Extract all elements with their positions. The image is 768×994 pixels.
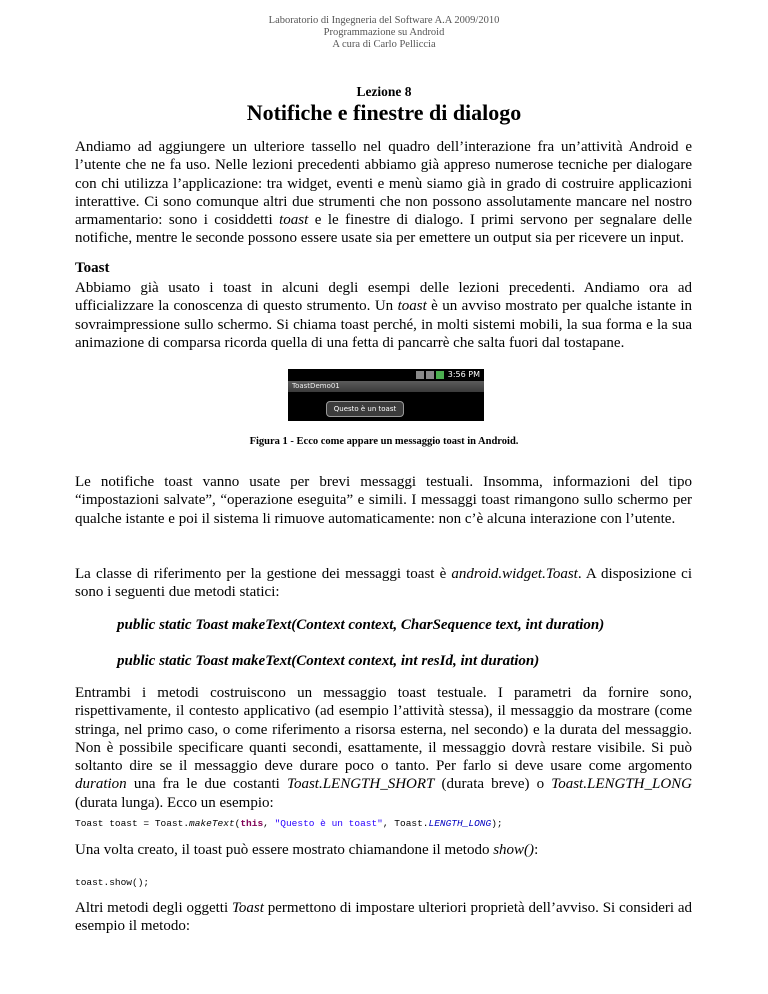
status-icons xyxy=(416,371,444,379)
toast-message: Questo è un toast xyxy=(326,401,404,417)
android-status-bar xyxy=(288,369,484,381)
method-signature-2: public static Toast makeText(Context context, int resId, int duration) xyxy=(117,653,540,669)
method-signature-1: public static Toast makeText(Context context, CharSequence text, int duration) xyxy=(117,617,605,633)
notification-icon xyxy=(416,371,424,379)
other-methods-paragraph: Altri metodi degli oggetti Toast permettono di impostare ulteriori proprietà dell’avviso. Si consideri ad esempio il metodo: xyxy=(75,900,692,935)
header-course: Laboratorio di Ingegneria del Software A.A 2009/2010 xyxy=(268,15,500,26)
toast-usage-paragraph: Le notifiche toast vanno usate per brevi messaggi testuali. Insomma, informazioni del tipo “impostazioni salvate”, “operazione eseguita” e simili. I messaggi toast rimangono sullo schermo per qualche istante e poi il sistema li rimuove automaticamente: non c’è alcuna interazione con l’utente. xyxy=(75,474,692,527)
signal-icon xyxy=(426,371,434,379)
page-header xyxy=(0,15,768,51)
page-title: Notifiche e finestre di dialogo xyxy=(246,100,522,125)
code-example-maketext: Toast toast = Toast.makeText(this, "Questo è un toast", Toast.LENGTH_LONG); xyxy=(75,818,503,829)
maketext-explanation-paragraph: Entrambi i metodi costruiscono un messaggio toast testuale. I parametri da fornire sono, rispettivamente, il contesto applicativo (ad esempio l’attività stessa), il messaggio da mostrare (come stringa, nel primo caso, o come riferimento a risorsa esterna, nel secondo) e la durata del messaggio. Non è possibile specificare quanti secondi, esattamente, il messaggio dovrà restare visibile. Si può soltanto dire se il messaggio deve durare poco o tanto. Per farlo si deve usare come argomento duration una fra le due costanti Toast.LENGTH_SHORT (durata breve) o Toast.LENGTH_LONG (durata lunga). Ecco un esempio: xyxy=(75,685,692,811)
header-topic: Programmazione su Android xyxy=(323,27,445,38)
section-heading-toast: Toast xyxy=(75,260,110,276)
code-example-show: toast.show(); xyxy=(75,877,150,888)
status-time: 3:56 PM xyxy=(447,370,480,379)
battery-icon xyxy=(436,371,444,379)
app-title-bar: ToastDemo01 xyxy=(288,381,484,392)
header-author: A cura di Carlo Pelliccia xyxy=(332,39,436,50)
toast-class-paragraph: La classe di riferimento per la gestione dei messaggi toast è android.widget.Toast. A disposizione ci sono i seguenti due metodi statici: xyxy=(75,566,692,601)
intro-paragraph: Andiamo ad aggiungere un ulteriore tassello nel quadro dell’interazione fra un’attività Android e l’utente che ne fa uso. Nelle lezioni precedenti abbiamo già appreso numerose tecniche per dialogare con chi utilizza l’applicazione: tra widget, eventi e menù siamo già in grado di costruire applicazioni interattive. Ci sono comunque altri due strumenti che non possono assolutamente mancare nel nostro armamentario: sono i cosiddetti toast e le finestre di dialogo. I primi servono per segnalare delle notifiche, mentre le seconde possono essere usate sia per emettere un output sia per ricevere un input. xyxy=(75,139,692,247)
show-method-paragraph: Una volta creato, il toast può essere mostrato chiamandone il metodo show(): xyxy=(75,842,539,858)
lesson-number: Lezione 8 xyxy=(356,84,412,99)
toast-intro-paragraph: Abbiamo già usato i toast in alcuni degli esempi delle lezioni precedenti. Andiamo ora ad ufficializzare la conoscenza di questo strumento. Un toast è un avviso mostrato per qualche istante in sovraimpressione sullo schermo. Si chiama toast perché, in molti sistemi mobili, la sua forma e la sua animazione di comparsa ricorda quella di una fetta di pancarrè che salta fuori dal tostapane. xyxy=(75,280,692,351)
figure-caption: Figura 1 - Ecco come appare un messaggio toast in Android. xyxy=(249,436,519,447)
toast-screenshot-figure xyxy=(288,369,484,421)
